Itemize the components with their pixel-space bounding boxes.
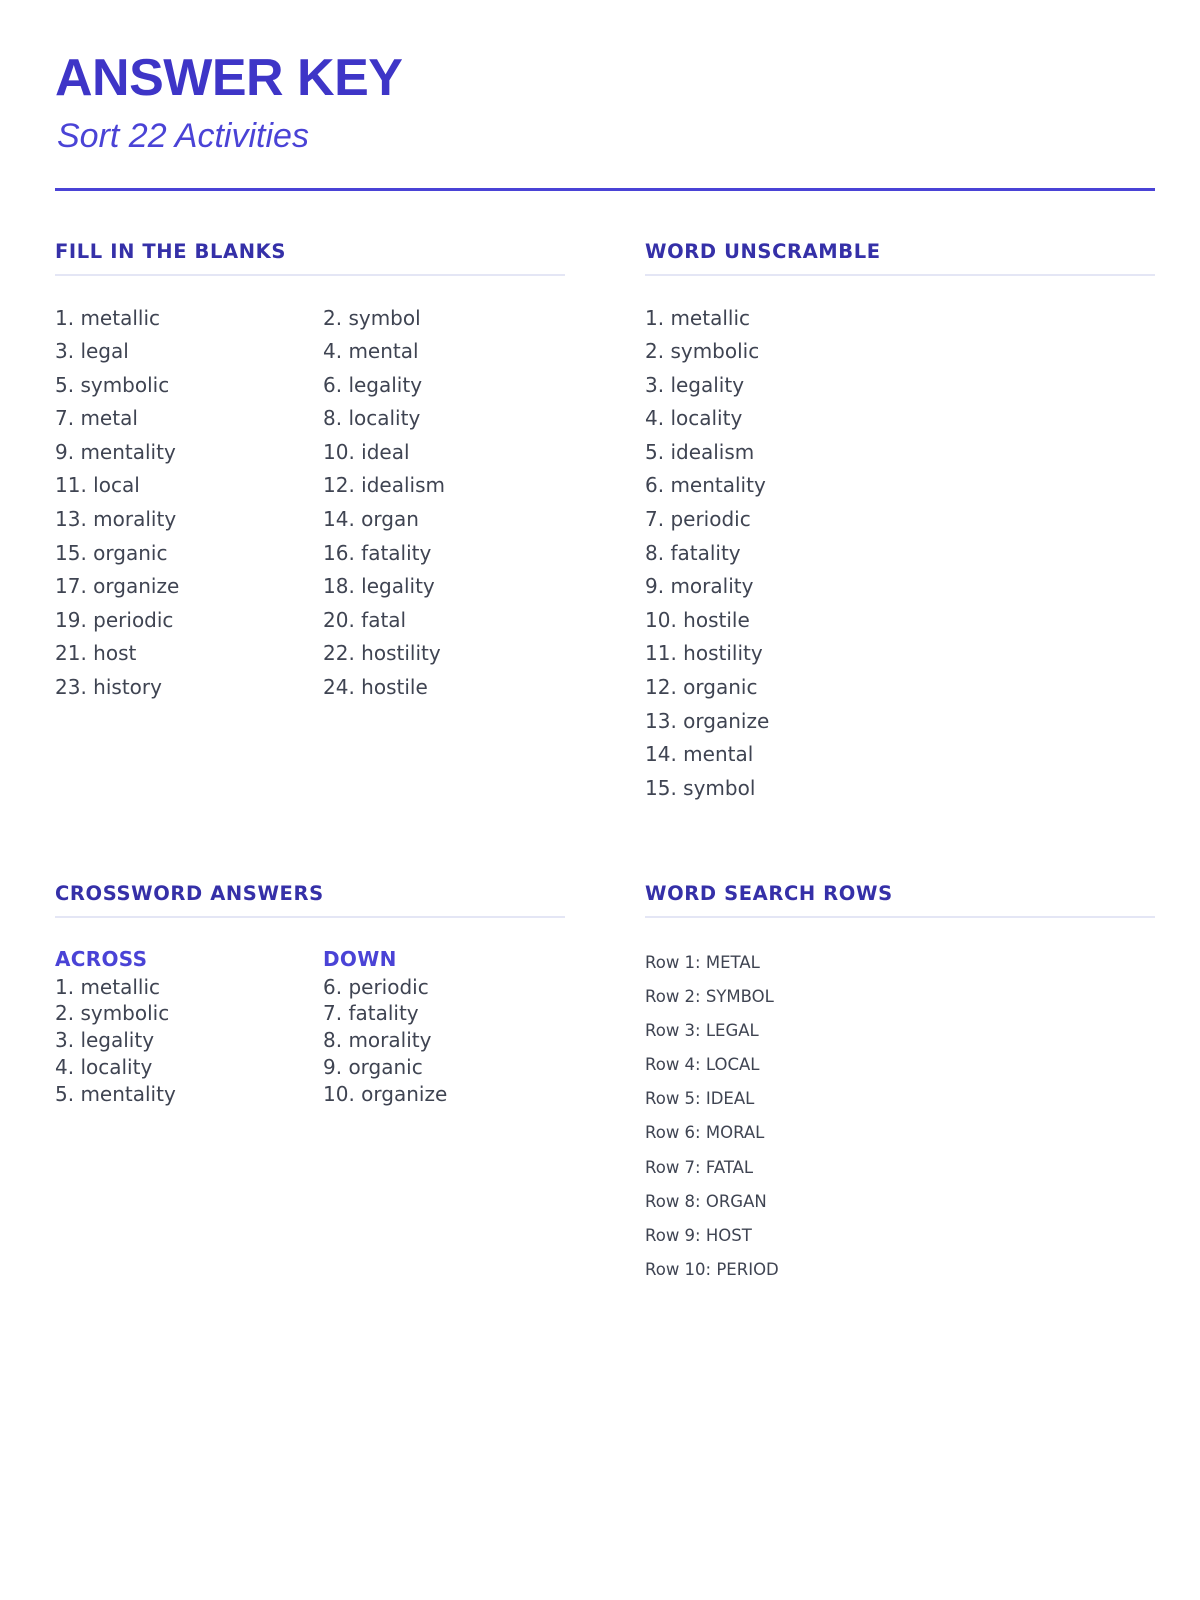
list-item: 18. legality [323,574,435,599]
list-item: 6. legality [323,372,423,397]
list-item: 1. metallic [55,974,160,999]
list-item: 20. fatal [323,607,407,632]
page-title: ANSWER KEY [55,49,403,107]
list-item: 6. mentality [645,473,766,498]
list-item: 7. metal [55,406,138,431]
word-unscramble-list [645,302,1155,806]
list-item: 4. locality [55,1054,153,1079]
across-heading: ACROSS [55,946,148,971]
list-item: 15. organic [55,540,168,565]
section-title-crossword: CROSSWORD ANSWERS [55,884,565,918]
list-item: Row 9: HOST [645,1226,752,1245]
list-item: Row 10: PERIOD [645,1260,779,1280]
list-item: 21. host [55,641,137,666]
list-item: 13. morality [55,507,177,532]
section-title-word-search: WORD SEARCH ROWS [645,884,1155,918]
list-item: 14. organ [323,507,419,532]
list-item: 9. morality [645,574,754,599]
list-item: 2. symbolic [55,1001,170,1026]
down-heading: DOWN [323,946,397,971]
page-subtitle: Sort 22 Activities [57,117,309,155]
list-item: 7. periodic [645,507,751,532]
list-item: Row 8: ORGAN [645,1191,767,1211]
word-search-rows-section [645,884,1155,1287]
list-item: Row 2: SYMBOL [645,986,774,1006]
list-item: 3. legality [645,372,745,397]
list-item: 9. mentality [55,439,176,464]
list-item: 4. mental [323,339,419,364]
list-item: 19. periodic [55,607,174,632]
crossword-down-column [323,946,565,1108]
list-item: 6. periodic [323,974,429,999]
list-item: 3. legality [55,1028,155,1053]
list-item: 1. metallic [55,305,160,330]
down-list [323,974,565,1108]
list-item: 10. ideal [323,439,410,464]
section-title-fill-in-the-blanks: FILL IN THE BLANKS [55,242,565,276]
list-item: 2. symbolic [645,339,760,364]
list-item: Row 4: LOCAL [645,1055,760,1075]
list-item: 8. locality [323,406,421,431]
list-item: 2. symbol [323,305,421,330]
list-item: 5. symbolic [55,372,170,397]
list-item: 12. organic [645,675,758,700]
list-item: Row 7: FATAL [645,1157,754,1177]
list-item: 4. locality [645,406,743,431]
section-title-word-unscramble: WORD UNSCRAMBLE [645,242,1155,276]
list-item: 11. hostility [645,641,763,666]
list-item: 9. organic [323,1054,423,1079]
list-item: Row 3: LEGAL [645,1020,759,1040]
list-item: 7. fatality [323,1001,419,1026]
list-item: 3. legal [55,339,129,364]
list-item: 10. hostile [645,607,750,632]
list-item: 11. local [55,473,140,498]
crossword-answers-section [55,884,565,1107]
crossword-across-column [55,946,323,1108]
list-item: 22. hostility [323,641,441,666]
list-item: Row 6: MORAL [645,1123,765,1143]
word-unscramble-section [645,242,1155,805]
list-item: 8. fatality [645,540,741,565]
list-item: 5. idealism [645,439,755,464]
answer-key-page [55,0,1155,1600]
list-item: 23. history [55,675,162,700]
list-item: 1. metallic [645,305,750,330]
list-item: 14. mental [645,742,754,767]
list-item: 13. organize [645,708,770,733]
header-divider [55,188,1155,191]
list-item: 16. fatality [323,540,432,565]
list-item: 17. organize [55,574,180,599]
fill-in-the-blanks-list [55,302,565,705]
fill-in-the-blanks-section [55,242,565,705]
word-search-list [645,946,1155,1288]
list-item: 24. hostile [323,675,428,700]
across-list [55,974,323,1108]
list-item: 10. organize [323,1081,448,1106]
list-item: Row 1: METAL [645,952,760,972]
list-item: 15. symbol [645,775,756,800]
list-item: 8. morality [323,1028,432,1053]
list-item: Row 5: IDEAL [645,1089,755,1109]
crossword-columns [55,946,565,1108]
list-item: 5. mentality [55,1081,176,1106]
list-item: 12. idealism [323,473,445,498]
